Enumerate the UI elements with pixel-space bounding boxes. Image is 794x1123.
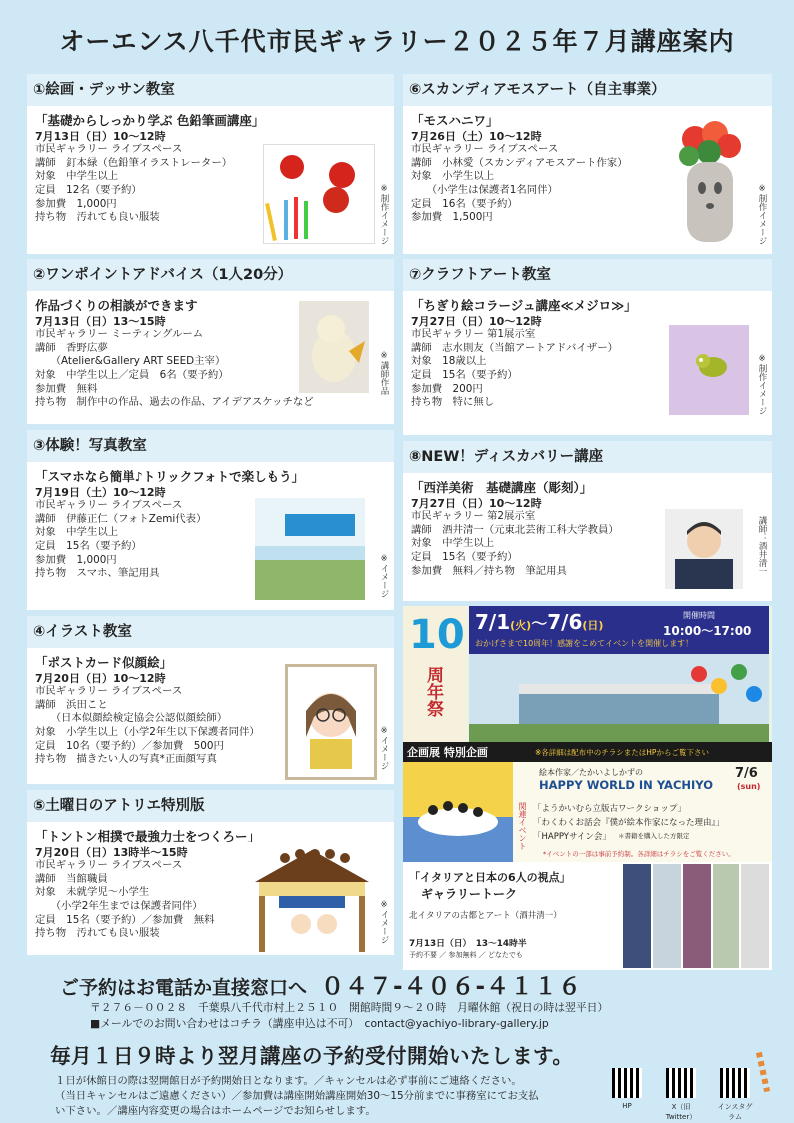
- address-line: 〒２７６－００２８ 千葉県八千代市村上２５１０ 開館時間９～２０時 月曜休館（祝日の時は翌平日）: [90, 1001, 609, 1014]
- festival-dow-end: (日): [582, 619, 604, 632]
- anniversary-number: 10: [409, 612, 465, 658]
- detail-line: 講師 小林愛（スカンディアモスアート作家）: [411, 156, 628, 169]
- talk-subtitle: ギャラリートーク: [421, 887, 518, 901]
- detail-line: 定員 15名（要予約）: [411, 368, 518, 381]
- course-title: 「西洋美術 基礎講座（彫刻）」: [411, 480, 593, 495]
- gallery-building-image: [469, 654, 769, 742]
- detail-line: 講師 酒井清一（元東北芸術工科大学教員）: [411, 523, 619, 536]
- related-events-label: 関連イベント: [518, 802, 527, 850]
- course-title: 作品づくりの相談ができます: [35, 298, 198, 313]
- qr-instagram-label: インスタグラム: [717, 1103, 753, 1121]
- talk-topic: 北イタリアの古都とアート（酒井清一）: [409, 911, 562, 921]
- footer-line: い下さい。／講座内容変更の場合はホームページでお知らせします。: [55, 1105, 376, 1117]
- detail-line: 講師 釘本緑（色鉛筆イラストレーター）: [35, 156, 233, 169]
- card-heading: ④イラスト教室: [27, 616, 394, 648]
- mejiro-collage-image: [669, 325, 749, 415]
- talk-date: 7月13日（日） 13～14時半: [409, 939, 527, 949]
- event-3: 「HAPPYサイン会」: [533, 832, 611, 842]
- detail-line: 対象 小学生以上（小学2年生以下保護者同伴）: [35, 725, 260, 738]
- detail-line: （Atelier&Gallery ART SEED主宰）: [35, 355, 226, 368]
- detail-line: 定員 15名（要予約）: [35, 539, 142, 552]
- detail-line: 持ち物 制作中の作品、過去の作品、アイデアスケッチなど: [35, 396, 314, 409]
- detail-line: 定員 15名（要予約）／参加費 無料: [35, 913, 215, 926]
- happy-world-date: 7/6: [735, 766, 758, 781]
- card-heading: ⑧NEW！ディスカバリー講座: [403, 441, 772, 473]
- qr-hp-icon[interactable]: [612, 1068, 642, 1098]
- detail-line: 定員 10名（要予約）／参加費 500円: [35, 739, 224, 752]
- detail-line: 持ち物 汚れても良い服装: [35, 211, 160, 224]
- detail-line: 持ち物 特に無し: [411, 396, 495, 409]
- festival-thanks: おかげさまで10周年！感謝をこめてイベントを開催します！: [475, 639, 694, 648]
- course-date: 7月27日（日）10～12時: [411, 314, 542, 328]
- tomato-pencil-image: [263, 144, 375, 244]
- anniversary-banner: [403, 606, 772, 970]
- event-2: 「わくわくお話会『僕が絵本作家になった理由』」: [533, 818, 725, 828]
- portrait-postcard-image: [285, 664, 377, 780]
- footer-line: （当日キャンセルはご遠慮ください）／参加費は講座開始講座開始30～15分前までに事務室にてお支払: [55, 1090, 539, 1102]
- detail-line: 対象 中学生以上: [411, 537, 495, 550]
- dragon-figure-image: [299, 301, 369, 393]
- detail-line: 持ち物 描きたい人の写真*正面顔写真: [35, 753, 217, 766]
- course-date: 7月13日（日）13～15時: [35, 314, 166, 328]
- card-6: [403, 74, 772, 254]
- happy-world-dow: (sun): [737, 782, 761, 791]
- talk-note: 予約不要 ／ 参加無料 ／ どなたでも: [409, 951, 523, 959]
- course-title: 「スマホなら簡単♪トリックフォトで楽しもう」: [35, 469, 305, 484]
- detail-line: 市民ギャラリー 第1展示室: [411, 328, 536, 341]
- detail-line: （小学生は保護者1名同伴）: [411, 183, 558, 196]
- event-note: *イベントの一部は事前予約制。各詳細はチラシをご覧ください。: [543, 850, 735, 858]
- card-heading: ③体験！写真教室: [27, 430, 394, 462]
- detail-line: 持ち物 スマホ、筆記用具: [35, 567, 160, 580]
- course-title: 「モスハニワ」: [411, 113, 499, 128]
- festival-tilde: ～: [531, 614, 548, 633]
- qr-x-icon[interactable]: [666, 1068, 696, 1098]
- course-date: 7月20日（日）13時半～15時: [35, 845, 188, 859]
- course-date: 7月27日（日）10～12時: [411, 496, 542, 510]
- talk-title: 「イタリアと日本の6人の視点」: [409, 871, 571, 884]
- detail-line: 市民ギャラリー ライブスペース: [411, 143, 559, 156]
- card-heading: ①絵画・デッサン教室: [27, 74, 394, 106]
- happy-world-title: HAPPY WORLD IN YACHIYO: [539, 778, 713, 792]
- course-date: 7月26日（土）10～12時: [411, 129, 542, 143]
- image-note: ※制作イメージ: [379, 184, 389, 245]
- image-note: 講師：酒井清一: [757, 516, 767, 576]
- detail-line: 市民ギャラリー ミーティングルーム: [35, 328, 204, 341]
- course-title: 「基礎からしっかり学ぶ 色鉛筆画講座」: [35, 113, 265, 128]
- course-date: 7月13日（日）10～12時: [35, 129, 166, 143]
- detail-line: 講師 伊藤正仁（フォトZemi代表）: [35, 512, 207, 525]
- happy-world-illustration: [403, 762, 513, 862]
- reservation-info: [60, 968, 582, 1001]
- card-5: [27, 790, 394, 955]
- kikaku-heading: 企画展 特別企画: [407, 746, 488, 759]
- detail-line: 参加費 無料: [35, 382, 98, 395]
- page-title: オーエンス八千代市民ギャラリー２０２５年７月講座案内: [59, 27, 735, 56]
- festival-date-start: 7/1: [475, 610, 511, 634]
- detail-line: 参加費 1,000円: [35, 553, 117, 566]
- detail-line: 市民ギャラリー ライブスペース: [35, 143, 183, 156]
- detail-line: 定員 16名（要予約）: [411, 197, 518, 210]
- moss-haniwa-image: [665, 114, 755, 249]
- phone-number[interactable]: ０４７-４０６-４１１６: [321, 974, 583, 1000]
- detail-line: 定員 12名（要予約）: [35, 183, 142, 196]
- image-note: ※イメージ: [379, 726, 389, 770]
- detail-line: 対象 中学生以上: [35, 526, 119, 539]
- detail-line: 講師 浜田こと: [35, 698, 108, 711]
- image-note: ※制作イメージ: [757, 354, 767, 415]
- detail-line: 参加費 200円: [411, 382, 483, 395]
- footer-line: １日が休館日の際は翌開館日が予約開始日となります。／キャンセルは必ず事前にご連絡ください。: [55, 1075, 522, 1087]
- festival-hours: 10:00～17:00: [663, 624, 752, 638]
- instructor-photo: [665, 509, 743, 589]
- detail-line: 市民ギャラリー ライブスペース: [35, 685, 183, 698]
- detail-line: 持ち物 汚れても良い服装: [35, 927, 160, 940]
- author-label: 絵本作家／たかいよしかずの: [539, 768, 643, 777]
- card-4: [27, 616, 394, 784]
- card-heading: ⑥スカンディアモスアート（自主事業）: [403, 74, 772, 106]
- course-title: 「ポストカード似顔絵」: [35, 655, 173, 670]
- course-date: 7月19日（土）10～12時: [35, 485, 166, 499]
- booking-start-notice: 毎月１日９時より翌月講座の予約受付開始いたします。: [50, 1044, 574, 1068]
- card-1: [27, 74, 394, 254]
- qr-x-label: X（旧Twitter）: [665, 1103, 697, 1121]
- card-heading: ⑦クラフトアート教室: [403, 259, 772, 291]
- detail-line: 定員 15名（要予約）: [411, 550, 518, 563]
- detail-line: （小学2年生までは保護者同伴）: [35, 899, 203, 912]
- deco-dots-icon: [756, 1052, 770, 1092]
- exhibition-artworks-image: [623, 864, 769, 968]
- card-heading: ⑤土曜日のアトリエ特別版: [27, 790, 394, 822]
- trick-photo-flyer-image: [255, 498, 365, 600]
- detail-line: 対象 小学生以上: [411, 170, 495, 183]
- detail-line: 市民ギャラリー ライブスペース: [35, 859, 183, 872]
- card-heading: ②ワンポイントアドバイス（1人20分）: [27, 259, 394, 291]
- reservation-label: ご予約はお電話か直接窓口へ: [60, 977, 308, 999]
- detail-line: 対象 中学生以上: [35, 170, 119, 183]
- detail-line: （日本似顔絵検定協会公認似顔絵師）: [35, 712, 228, 725]
- email-line[interactable]: ■メールでのお問い合わせはコチラ（講座申込は不可） contact@yachiyo-library-gallery.jp: [90, 1017, 549, 1030]
- card-7: [403, 259, 772, 435]
- detail-line: 参加費 1,500円: [411, 211, 493, 224]
- hours-label: 開催時間: [683, 611, 715, 620]
- card-3: [27, 430, 394, 610]
- detail-line: 参加費 無料／持ち物 筆記用具: [411, 564, 567, 577]
- detail-line: 市民ギャラリー ライブスペース: [35, 499, 183, 512]
- image-note: ※講師作品: [379, 351, 389, 395]
- detail-line: 対象 18歳以上: [411, 355, 487, 368]
- festival-date-end: 7/6: [547, 610, 583, 634]
- detail-line: 参加費 1,000円: [35, 197, 117, 210]
- detail-line: 市民ギャラリー 第2展示室: [411, 510, 536, 523]
- qr-hp-label: HP: [622, 1102, 632, 1110]
- detail-line: 講師 志水則友（当館アートアドバイザー）: [411, 341, 618, 354]
- course-date: 7月20日（日）10～12時: [35, 671, 166, 685]
- detail-line: 講師 香野広夢: [35, 341, 108, 354]
- image-note: ※制作イメージ: [757, 184, 767, 245]
- course-title: 「ちぎり絵コラージュ講座≪メジロ≫」: [411, 298, 637, 313]
- card-8: [403, 441, 772, 601]
- qr-instagram-icon[interactable]: [720, 1068, 750, 1098]
- image-note: ※イメージ: [379, 554, 389, 598]
- course-title: 「トントン相撲で最強力士をつくろー」: [35, 829, 261, 844]
- festival-dow-start: (火): [510, 619, 532, 632]
- event-3-note: ＊書籍を購入した方限定: [618, 832, 690, 840]
- detail-line: 講師 当館職員: [35, 872, 108, 885]
- image-note: ※イメージ: [379, 900, 389, 944]
- kikaku-note: ※各詳細は配布中のチラシまたはHPからご覧下さい: [535, 748, 709, 757]
- sumo-ring-image: [245, 842, 379, 952]
- detail-line: 対象 中学生以上／定員 6名（要予約）: [35, 368, 229, 381]
- anniversary-label: 周年祭: [423, 666, 443, 717]
- event-1: 「ようかいむら立版古ワークショップ」: [533, 804, 686, 814]
- card-2: [27, 259, 394, 424]
- detail-line: 対象 未就学児～小学生: [35, 886, 150, 899]
